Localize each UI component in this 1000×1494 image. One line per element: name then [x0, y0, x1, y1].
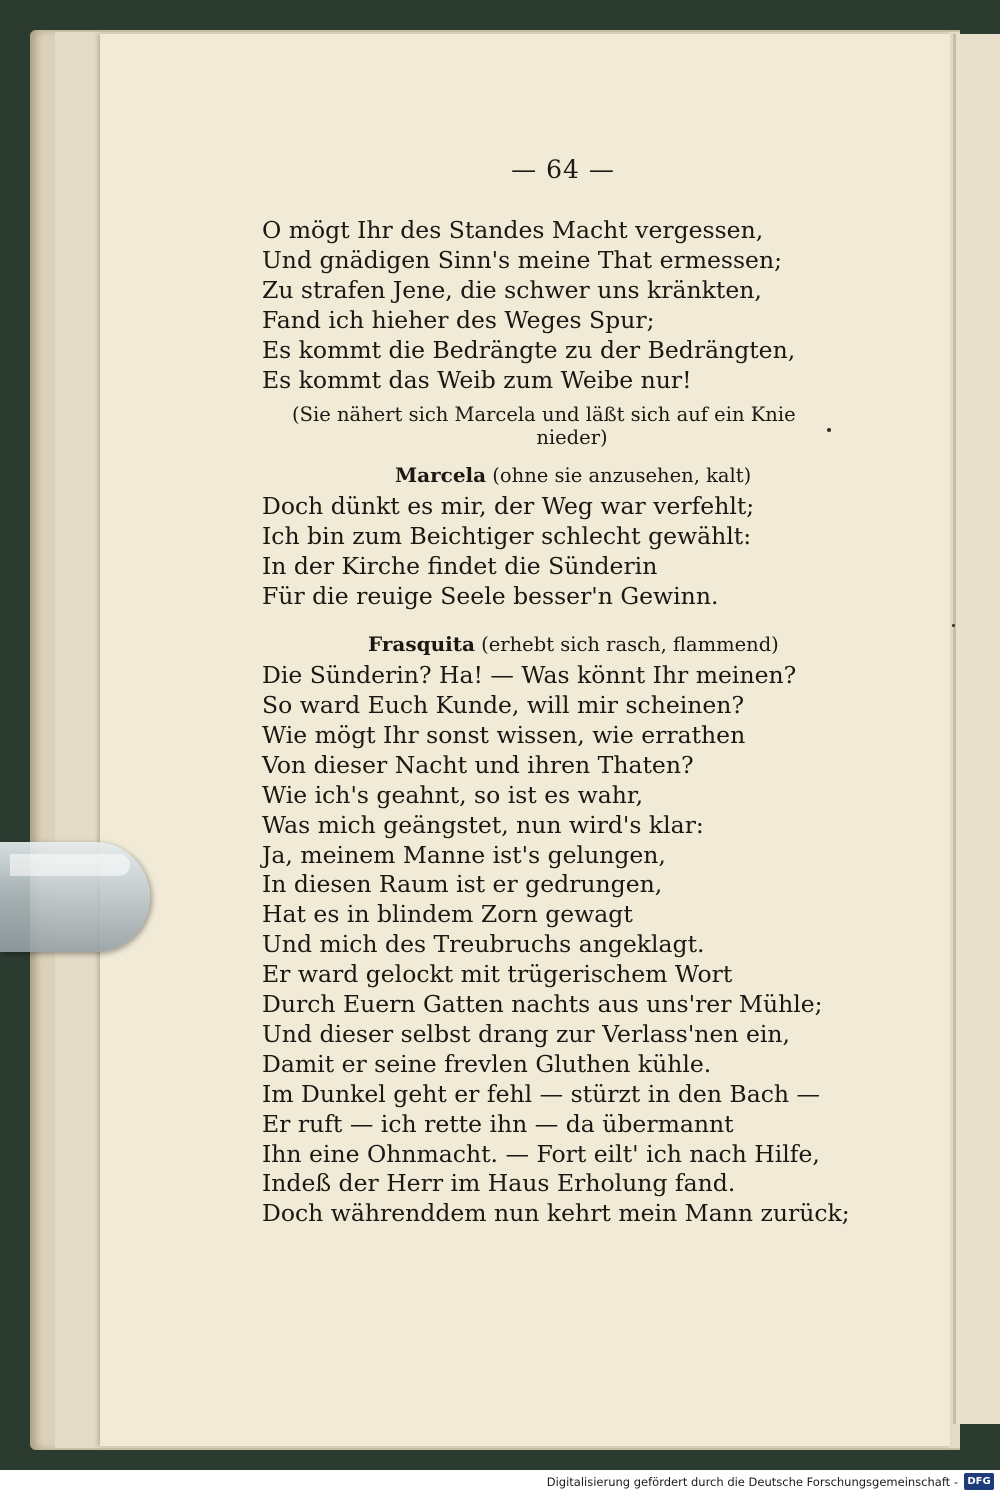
- verse-line: Fand ich hieher des Weges Spur;: [262, 305, 655, 334]
- stage-direction-line: (Sie nähert sich Marcela und läßt sich auf ein Knie: [292, 403, 796, 427]
- speaker-name: Frasquita: [368, 632, 475, 657]
- verse-line: Was mich geängstet, nun wird's klar:: [262, 810, 704, 839]
- verse-line: Wie ich's geahnt, so ist es wahr,: [262, 780, 644, 809]
- verse-line: Hat es in blindem Zorn gewagt: [262, 900, 633, 929]
- verse-line: Durch Euern Gatten nachts aus uns'rer Mühle;: [262, 990, 823, 1019]
- verse-line: Ja, meinem Manne ist's gelungen,: [262, 840, 666, 869]
- verse-line: Er ward gelockt mit trügerischem Wort: [262, 960, 733, 989]
- verse-line: Ihn eine Ohnmacht. — Fort eilt' ich nach Hilfe,: [262, 1139, 820, 1168]
- verse-line: Von dieser Nacht und ihren Thaten?: [262, 750, 694, 779]
- verse-line: Doch währenddem nun kehrt mein Mann zurück;: [262, 1199, 850, 1228]
- verse-line: Und dieser selbst drang zur Verlass'nen ein,: [262, 1019, 790, 1048]
- verse-line: Es kommt das Weib zum Weibe nur!: [262, 365, 692, 394]
- page-clip: [0, 842, 150, 952]
- stage-direction: [262, 403, 852, 449]
- facing-page-edge: [953, 34, 1000, 1424]
- verse-line: Indeß der Herr im Haus Erholung fand.: [262, 1169, 736, 1198]
- verse-line: Und mich des Treubruchs angeklagt.: [262, 930, 705, 959]
- footer-bar: [0, 1470, 1000, 1494]
- clip-highlight: [10, 854, 130, 876]
- dfg-logo: DFG: [964, 1473, 994, 1490]
- footer-credit: Digitalisierung gefördert durch die Deutsche Forschungsgemeinschaft -: [546, 1475, 958, 1489]
- verse-line: In diesen Raum ist er gedrungen,: [262, 870, 663, 899]
- speaker-direction: (erhebt sich rasch, flammend): [481, 633, 779, 657]
- verse-line: Und gnädigen Sinn's meine That ermessen;: [262, 245, 782, 274]
- verse-line: So ward Euch Kunde, will mir scheinen?: [262, 690, 745, 719]
- page-text: [262, 216, 862, 1229]
- verse-line: Wie mögt Ihr sonst wissen, wie errathen: [262, 720, 746, 749]
- verse-frasquita: [262, 661, 862, 1229]
- verse-marcela: [262, 492, 862, 612]
- stage-direction-line: nieder): [536, 426, 608, 450]
- speaker-direction: (ohne sie anzusehen, kalt): [492, 464, 752, 488]
- verse-intro: [262, 216, 862, 395]
- verse-line: Im Dunkel geht er fehl — stürzt in den Bach —: [262, 1079, 820, 1108]
- verse-line: Er ruft — ich rette ihn — da übermannt: [262, 1109, 734, 1138]
- verse-line: In der Kirche findet die Sünderin: [262, 552, 658, 581]
- verse-line: Für die reuige Seele besser'n Gewinn.: [262, 582, 719, 611]
- paper-speck: [952, 624, 955, 627]
- speaker-heading-frasquita: [262, 630, 862, 659]
- paper-speck: [827, 428, 831, 432]
- speaker-heading-marcela: [262, 461, 862, 490]
- verse-line: Ich bin zum Beichtiger schlecht gewählt:: [262, 522, 752, 551]
- verse-line: O mögt Ihr des Standes Macht vergessen,: [262, 216, 764, 244]
- page-number: — 64 —: [511, 155, 615, 184]
- speaker-name: Marcela: [395, 463, 487, 488]
- verse-line: Damit er seine frevlen Gluthen kühle.: [262, 1049, 712, 1078]
- verse-line: Die Sünderin? Ha! — Was könnt Ihr meinen?: [262, 661, 797, 690]
- verse-line: Doch dünkt es mir, der Weg war verfehlt;: [262, 492, 755, 521]
- verse-line: Zu strafen Jene, die schwer uns kränkten,: [262, 275, 762, 304]
- verse-line: Es kommt die Bedrängte zu der Bedrängten,: [262, 335, 796, 364]
